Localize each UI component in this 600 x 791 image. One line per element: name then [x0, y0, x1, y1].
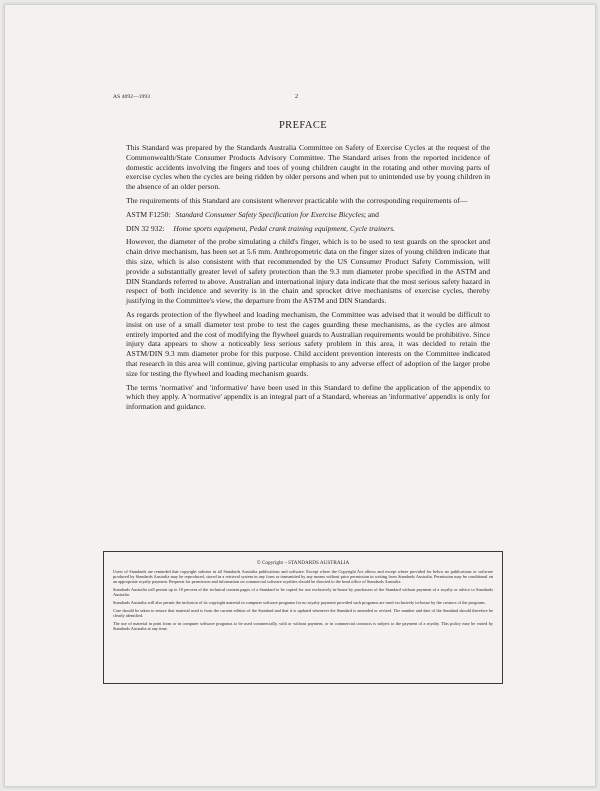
paragraph-normative-terms: The terms 'normative' and 'informative' have been used in this Standard to define the application of the appendix to which they apply. A 'normative' appendix is an integral part of a Standard, whereas an 'informative' appendix is only for information and guidance.	[126, 382, 490, 412]
paragraph-flywheel: As regards protection of the flywheel and loading mechanism, the Committee was advised that it would be difficult to insist on use of a small diameter test probe to test the cages guarding these mechanisms, as the cycles are almost entirely imported and the cost of modifying the flywheel guards to Australian requirements would be prohibitive. Since injury data appears to show a noticeably less serious safety problem in this area, it was decided to retain the ASTM/DIN 9.3 mm diameter probe for this purpose. Child accident prevention interests on the Committee indicated that research in this area will continue, giving particular emphasis to any adverse effect of adoption of the larger probe size for testing the flywheel and loading mechanism guards.	[126, 309, 490, 378]
preface-body	[126, 143, 490, 416]
standard-suffix: ; and	[363, 209, 379, 219]
document-page	[4, 4, 596, 787]
paragraph-intro: This Standard was prepared by the Standards Australia Committee on Safety of Exercise Cycles at the request of the Commonwealth/State Consumer Products Advisory Committee. The Standard arises from the reported incidence of domestic accidents involving the fingers and toes of young children caught in the rotating and other moving parts of exercise cycles when the cycles are being ridden by older persons and when put to unintended use by young children in the absence of an older person.	[126, 143, 490, 192]
copyright-paragraph: Users of Standards are reminded that copyright subsists in all Standards Australia publications and software. Except where the Copyright Act allows and except where provided for below no publications or software produced by Standards Australia may be reproduced, stored in a retrieval system in any form or transmitted by any means without prior permission in writing from Standards Australia. Permission may be conditional on an appropriate royalty payment. Requests for permission and information on commercial software royalties should be directed to the head office of Standards Australia.	[113, 569, 493, 584]
standard-reference-din	[126, 224, 490, 234]
copyright-paragraph: Care should be taken to ensure that material used is from the current edition of the Standard and that it is updated whenever the Standard is amended or revised. The number and date of the Standard should therefore be clearly identified.	[113, 608, 493, 618]
copyright-notice-box	[103, 551, 503, 684]
standard-code: ASTM F1250:	[126, 209, 171, 219]
copyright-title: © Copyright – STANDARDS AUSTRALIA	[256, 560, 350, 566]
copyright-paragraph: The use of material in print form or in computer software programs to be used commercially, with or without payment, or in commercial contracts is subject to the payment of a royalty. This policy may be varied by Standards Australia at any time.	[113, 621, 493, 631]
standard-title: Home sports equipment, Pedal crank training equipment, Cycle trainers.	[173, 223, 396, 233]
copyright-paragraph: Standards Australia will also permit the inclusion of its copyright material in computer software programs for no royalty payment provided such programs are used exclusively in-house by the creators of the programs.	[113, 600, 486, 605]
copyright-paragraph: Standards Australia will permit up to 10 percent of the technical content pages of a Standard to be copied for use exclusively in-house by purchasers of the Standard without payment of a royalty or advice to Standards Australia.	[113, 587, 493, 597]
standard-title: Standard Consumer Safety Specification for Exercise Bicycles	[175, 209, 364, 219]
page-number: 2	[295, 94, 298, 100]
standard-reference-astm	[126, 210, 490, 220]
standard-code: DIN 32 932:	[126, 223, 165, 233]
page-title: PREFACE	[278, 120, 328, 131]
paragraph-requirements: The requirements of this Standard are consistent wherever practicable with the corresponding requirements of—	[126, 195, 468, 205]
document-number: AS 4092—1993	[113, 94, 151, 100]
paragraph-probe-diameter: However, the diameter of the probe simulating a child's finger, which is to be used to test guards on the sprocket and chain drive mechanism, has been set at 5.6 mm. Anthropometric data on the finger sizes of young children indicate that this size, which is also consistent with that recommended by the US Consumer Product Safety Commission, will provide a substantially greater level of safety protection than the 9.3 mm diameter probe specified in the ASTM and DIN Standards referred to above. Australian and international injury data indicate that the most serious safety hazard in respect of both incidence and severity is in the chain and sprocket drive mechanisms of exercise cycles, thereby justifying in the Committee's view, the departure from the ASTM and DIN Standards.	[126, 237, 490, 306]
